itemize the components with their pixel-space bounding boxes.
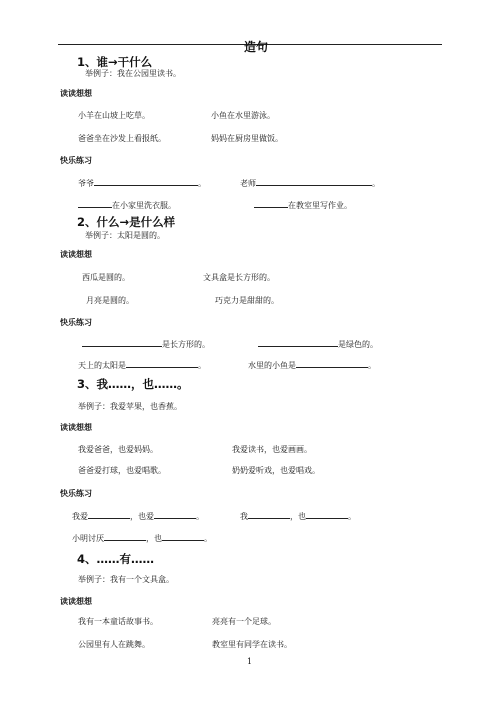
answer-blank[interactable] xyxy=(248,509,290,519)
section-3-read-label: 读读想想 xyxy=(60,423,92,432)
section-3-read-4: 奶奶爱听戏，也爱唱戏。 xyxy=(232,466,320,475)
section-4-example: 举例子：我有一个文具盒。 xyxy=(78,575,174,584)
section-2-practice-label: 快乐练习 xyxy=(60,318,92,327)
section-1-practice-4 xyxy=(254,198,352,211)
practice-text: ，也 xyxy=(290,512,306,521)
practice-text: ，也爱 xyxy=(130,512,154,521)
section-4-read-2: 亮亮有一个足球。 xyxy=(212,617,276,626)
practice-text: 爷爷 xyxy=(78,179,94,188)
section-1-example: 举例子：我在公园里读书。 xyxy=(85,69,181,78)
section-2-read-1: 西瓜是圆的。 xyxy=(82,273,130,282)
section-4-read-3: 公园里有人在跳舞。 xyxy=(78,640,150,649)
section-2-read-2: 文具盒是长方形的。 xyxy=(203,273,275,282)
answer-blank[interactable] xyxy=(256,176,372,186)
answer-blank[interactable] xyxy=(254,198,288,208)
practice-text: 在小家里洗衣服。 xyxy=(112,201,176,210)
practice-text: 小明讨厌 xyxy=(72,534,104,543)
answer-blank[interactable] xyxy=(306,509,348,519)
answer-blank[interactable] xyxy=(82,337,162,347)
section-2-example: 举例子：太阳是圆的。 xyxy=(85,231,165,240)
section-2-read-label: 读读想想 xyxy=(60,250,92,259)
section-1-practice-1 xyxy=(78,176,206,189)
section-1-read-1: 小羊在山坡上吃草。 xyxy=(78,111,150,120)
practice-text: 我 xyxy=(240,512,248,521)
section-3-read-1: 我爱爸爸，也爱妈妈。 xyxy=(78,445,158,454)
answer-blank[interactable] xyxy=(162,531,204,541)
section-2-read-3: 月亮是圆的。 xyxy=(86,296,134,305)
section-4-read-1: 我有一本童话故事书。 xyxy=(78,617,158,626)
practice-text: 。 xyxy=(348,512,356,521)
section-4-heading: 4、……有…… xyxy=(77,552,155,566)
section-3-example: 举例子：我爱苹果，也香蕉。 xyxy=(78,402,182,411)
section-2-practice-2 xyxy=(258,337,378,350)
section-3-practice-2 xyxy=(240,509,356,522)
practice-text: 是绿色的。 xyxy=(338,340,378,349)
section-2-practice-4 xyxy=(248,358,376,371)
answer-blank[interactable] xyxy=(104,531,146,541)
section-3-practice-1 xyxy=(72,509,204,522)
practice-text: 我爱 xyxy=(72,512,88,521)
section-1-read-4: 妈妈在厨房里做饭。 xyxy=(211,134,283,143)
answer-blank[interactable] xyxy=(154,509,196,519)
section-1-heading: 1、谁→干什么 xyxy=(77,55,153,69)
section-1-read-label: 读读想想 xyxy=(60,89,92,98)
answer-blank[interactable] xyxy=(94,176,198,186)
answer-blank[interactable] xyxy=(258,337,338,347)
section-3-read-2: 我爱读书，也爱画画。 xyxy=(232,445,312,454)
section-1-read-3: 爸爸坐在沙发上看报纸。 xyxy=(78,134,166,143)
section-1-practice-3 xyxy=(78,198,176,211)
practice-text: 。 xyxy=(196,512,204,521)
practice-text: 。 xyxy=(198,179,206,188)
section-3-heading: 3、我……，也……。 xyxy=(77,377,189,391)
practice-text: 天上的太阳是 xyxy=(78,361,126,370)
practice-text: 是长方形的。 xyxy=(162,340,210,349)
section-2-practice-3 xyxy=(78,358,206,371)
practice-text: 老师 xyxy=(240,179,256,188)
practice-text: 水里的小鱼是 xyxy=(248,361,296,370)
practice-text: 。 xyxy=(198,361,206,370)
section-2-heading: 2、什么→是什么样 xyxy=(77,215,176,229)
practice-text: ，也 xyxy=(146,534,162,543)
section-3-practice-label: 快乐练习 xyxy=(60,489,92,498)
section-2-read-4: 巧克力是甜甜的。 xyxy=(215,296,279,305)
section-4-read-4: 教室里有同学在读书。 xyxy=(212,640,292,649)
practice-text: 。 xyxy=(368,361,376,370)
answer-blank[interactable] xyxy=(296,358,368,368)
answer-blank[interactable] xyxy=(126,358,198,368)
practice-text: 。 xyxy=(372,179,380,188)
page-title: 造句 xyxy=(244,40,269,54)
answer-blank[interactable] xyxy=(88,509,130,519)
section-3-read-3: 爸爸爱打球，也爱唱歌。 xyxy=(78,466,166,475)
section-1-practice-label: 快乐练习 xyxy=(60,156,92,165)
section-1-read-2: 小鱼在水里游泳。 xyxy=(211,111,275,120)
section-4-read-label: 读读想想 xyxy=(60,597,92,606)
section-1-practice-2 xyxy=(240,176,380,189)
section-3-practice-3 xyxy=(72,531,212,544)
practice-text: 。 xyxy=(204,534,212,543)
page-number: 1 xyxy=(247,657,253,666)
practice-text: 在教室里写作业。 xyxy=(288,201,352,210)
answer-blank[interactable] xyxy=(78,198,112,208)
section-2-practice-1 xyxy=(82,337,210,350)
